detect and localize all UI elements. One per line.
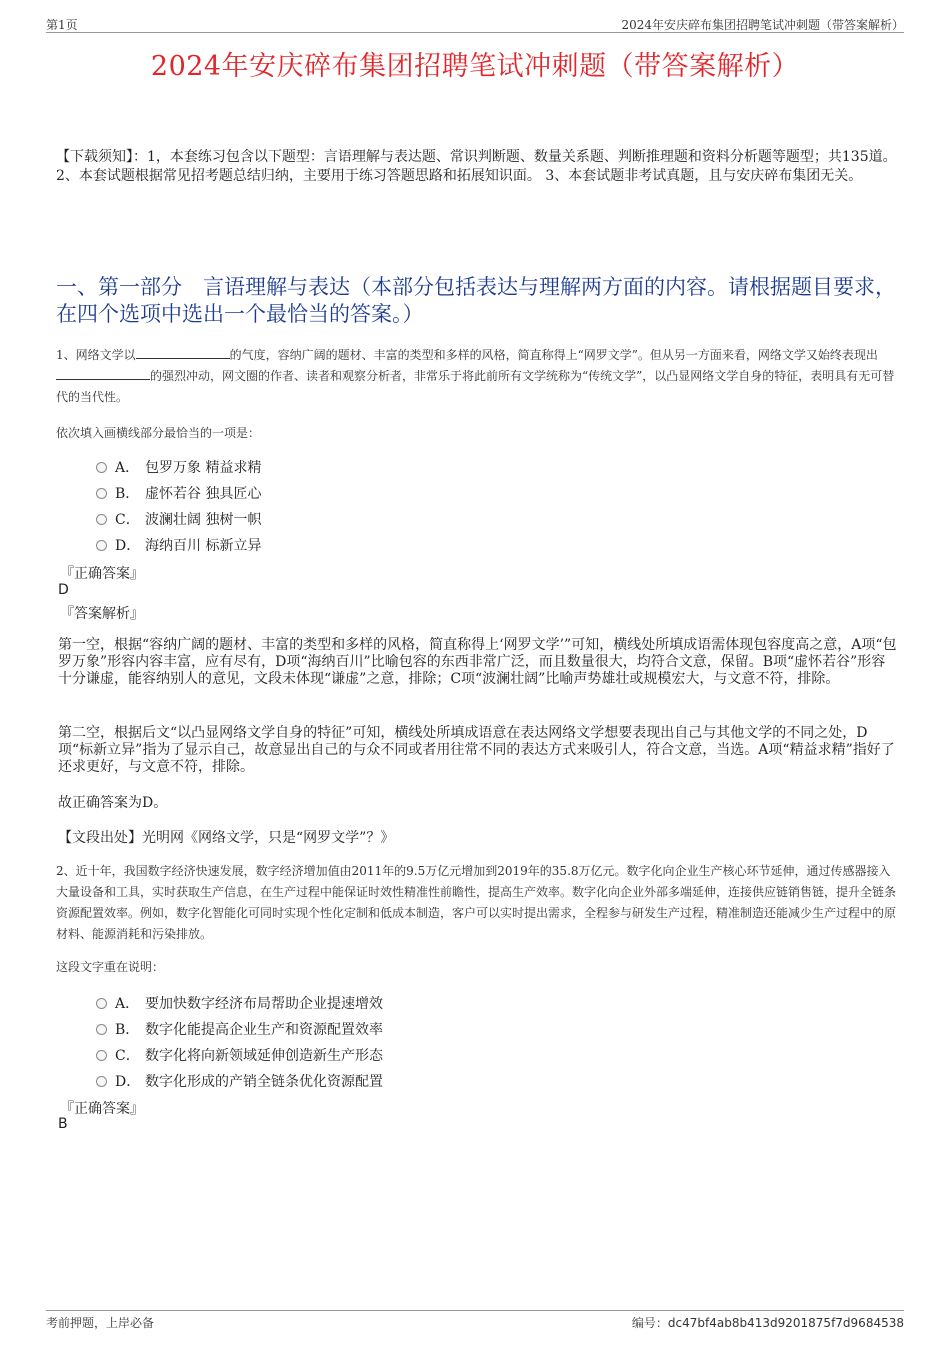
radio-button[interactable]: [96, 514, 107, 525]
answer-value: D: [58, 582, 69, 598]
footer-serial: 编号：dc47bf4ab8b413d9201875f7d9684538: [631, 1316, 904, 1330]
question-1-ask: 依次填入画横线部分最恰当的一项是：: [56, 426, 261, 440]
radio-button[interactable]: [96, 998, 107, 1009]
footer-slogan: 考前押题，上岸必备: [46, 1316, 155, 1330]
question-2-text: 2、近十年，我国数字经济快速发展，数字经济增加值由2011年的9.5万亿元增加到2019年的35.8万亿元。数字化向企业生产核心环节延伸，通过传感器接入大量设备和工具，实时获取生产信息，在生产过程中能保证时效性精准性前瞻性，提高生产效率。数字化向企业外部多端延伸，连接供应链销售链，提升全链条资源配置效率。例如，数字化智能化可同时实现个性化定制和低成本制造，客户可以实时提出需求，全程参与研发生产过程，精准制造还能减少生产过程中的原材料、能源消耗和污染排放。: [56, 864, 897, 941]
answer-value: B: [58, 1116, 68, 1132]
question-2-ask: 这段文字重在说明：: [56, 960, 165, 974]
section-heading: 一、第一部分 言语理解与表达（本部分包括表达与理解两方面的内容。请根据题目要求，在四个选项中选出一个最恰当的答案。）: [56, 275, 896, 326]
radio-button[interactable]: [96, 488, 107, 499]
radio-button[interactable]: [96, 1024, 107, 1035]
serial-code: dc47bf4ab8b413d9201875f7d9684538: [667, 1316, 904, 1330]
page-title: 2024年安庆碎布集团招聘笔试冲刺题（带答案解析）: [150, 51, 800, 82]
analysis-conclusion: 故正确答案为D。: [58, 795, 168, 811]
radio-button[interactable]: [96, 1050, 107, 1061]
download-notice: 【下载须知】：1，本套练习包含以下题型：言语理解与表达题、常识判断题、数量关系题、判断推理题和资料分析题等题型；共135道。 2、本套试题根据常见招考题总结归纳，主要用于练习答题思路和拓展知识面。 3、本套试题非考试真题，且与安庆碎布集团无关。: [56, 149, 897, 184]
question-1-text: 1、网络文学以 的气度，容纳广阔的题材、丰富的类型和多样的风格，简直称得上“网罗文学”。但从另一方面来看，网络文学又始终表现出的强烈冲动，网文圈的作者、读者和观察分析者，非常乐于将此前所有文学统称为“传统文学”，以凸显网络文学自身的特征，表明具有无可替代的当代性。: [56, 348, 895, 404]
blank-2: [56, 367, 150, 380]
blank-1: [136, 346, 230, 359]
footer-divider: [46, 1310, 904, 1311]
analysis-paragraph-1: 第一空，根据“容纳广阔的题材、丰富的类型和多样的风格，简直称得上‘网罗文学’”可知，横线处所填成语需体现包容度高之意，A项“包罗万象”形容内容丰富，应有尽有，D项“海纳百川”比喻包容的东西非常广泛，而且数量很大，均符合文意，保留。B项“虚怀若谷”形容十分谦虚，能容纳别人的意见，文段未体现“谦虚”之意，排除；C项“波澜壮阔”比喻声势雄壮或规模宏大，与文意不符，排除。: [58, 637, 897, 687]
text-source: 【文段出处】光明网《网络文学，只是“网罗文学”？》: [58, 830, 395, 846]
analysis-label: 『答案解析』: [60, 606, 144, 622]
page-number: 第1页: [46, 18, 78, 32]
radio-button[interactable]: [96, 540, 107, 551]
page-header: [46, 14, 904, 33]
radio-button[interactable]: [96, 462, 107, 473]
header-doc-title: 2024年安庆碎布集团招聘笔试冲刺题（带答案解析）: [621, 18, 904, 32]
radio-button[interactable]: [96, 1076, 107, 1087]
analysis-paragraph-2: 第二空，根据后文“以凸显网络文学自身的特征”可知，横线处所填成语意在表达网络文学想要表现出自己与其他文学的不同之处，D项“标新立异”指为了显示自己，故意显出自己的与众不同或者用往常不同的表达方式来吸引人，符合文意，当选。A项“精益求精”指好了还求更好，与文意不符，排除。: [58, 725, 895, 775]
answer-label: 『正确答案』: [60, 1101, 144, 1117]
answer-label: 『正确答案』: [60, 566, 144, 582]
